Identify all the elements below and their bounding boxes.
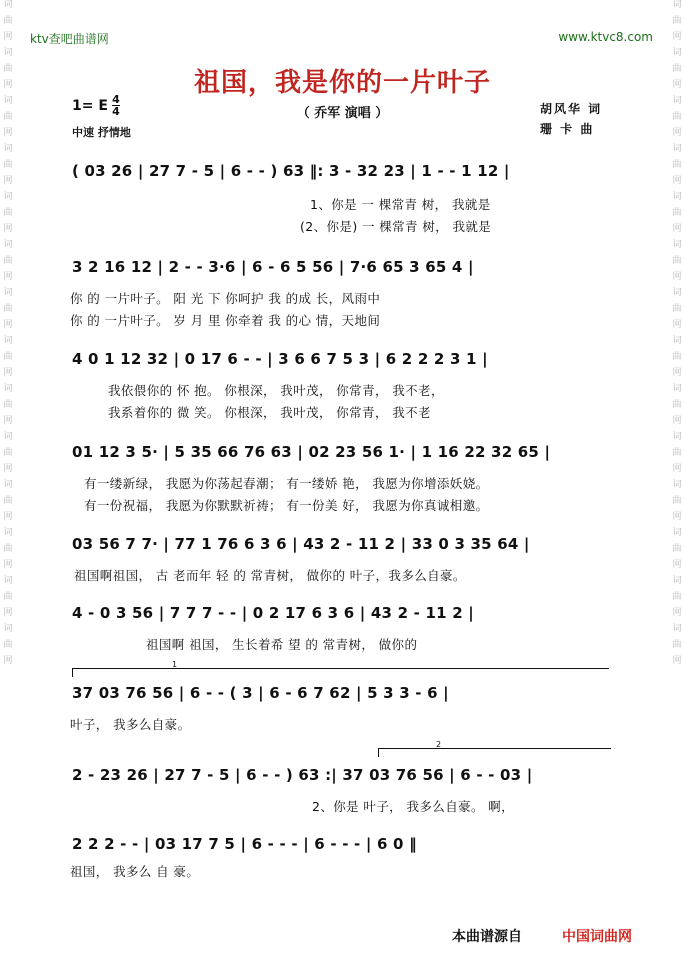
watermark-right <box>671 0 683 972</box>
watermark-glyph: 曲 <box>672 256 682 266</box>
score-line-6-lyric-1: 祖国啊 祖国， 生长着希 望 的 常青树， 做你的 <box>146 637 418 652</box>
watermark-glyph: 网 <box>3 128 13 138</box>
score-line-2-notes: 3 2 16 12 | 2 - - 3·6 | 6 - 6 5 56 | 7·6 65 3 65 4 | <box>72 258 474 276</box>
watermark-glyph: 曲 <box>3 112 13 122</box>
watermark-glyph: 网 <box>672 224 682 234</box>
score-line-8-lyric-1: 2、你是 叶子， 我多么自豪。 啊， <box>312 799 515 814</box>
watermark-glyph: 词 <box>3 192 13 202</box>
time-signature-top: 4 <box>112 93 120 106</box>
watermark-glyph: 曲 <box>3 448 13 458</box>
watermark-glyph: 词 <box>3 432 13 442</box>
source-label: 本曲谱源自 <box>452 929 522 945</box>
watermark-glyph: 曲 <box>672 304 682 314</box>
score-line-3-lyric-2: 我系着你的 微 笑。 你根深， 我叶茂， 你常青， 我不老 <box>108 405 431 420</box>
watermark-glyph: 词 <box>3 336 13 346</box>
tempo-marking: 中速 抒情地 <box>72 126 131 139</box>
watermark-glyph: 网 <box>672 656 682 666</box>
watermark-glyph: 网 <box>672 80 682 90</box>
watermark-glyph: 曲 <box>3 208 13 218</box>
watermark-glyph: 曲 <box>672 112 682 122</box>
watermark-glyph: 曲 <box>672 496 682 506</box>
watermark-glyph: 词 <box>672 336 682 346</box>
watermark-glyph: 词 <box>672 192 682 202</box>
score-line-2-lyric-2: 你 的 一片叶子。 岁 月 里 你牵着 我 的心 情，天地间 <box>70 313 381 328</box>
watermark-glyph: 网 <box>672 368 682 378</box>
watermark-glyph: 曲 <box>672 352 682 362</box>
score-line-4-notes: 01 12 3 5· | 5 35 66 76 63 | 02 23 56 1· | 1 16 22 32 65 | <box>72 443 551 461</box>
watermark-glyph: 网 <box>3 512 13 522</box>
source-brand-link[interactable]: 中国词曲网 <box>562 929 632 945</box>
watermark-glyph: 网 <box>3 224 13 234</box>
watermark-glyph: 曲 <box>3 592 13 602</box>
watermark-glyph: 词 <box>672 96 682 106</box>
score-line-5-notes: 03 56 7 7· | 77 1 76 6 3 6 | 43 2 - 11 2 | 33 0 3 35 64 | <box>72 535 530 553</box>
score-line-4-lyric-2: 有一份祝福， 我愿为你默默祈祷； 有一份美 好， 我愿为你真诚相邀。 <box>84 498 489 513</box>
watermark-glyph: 网 <box>3 320 13 330</box>
watermark-glyph: 词 <box>3 96 13 106</box>
watermark-glyph: 网 <box>3 32 13 42</box>
watermark-glyph: 词 <box>672 576 682 586</box>
score-line-1-lyric-1: 1、你是 一 棵常青 树， 我就是 <box>310 197 491 212</box>
watermark-glyph: 词 <box>672 144 682 154</box>
watermark-glyph: 网 <box>672 512 682 522</box>
watermark-glyph: 词 <box>3 384 13 394</box>
score-line-8-notes: 2 - 23 26 | 27 7 - 5 | 6 - - ) 63 :| 37 03 76 56 | 6 - - 03 | <box>72 766 533 784</box>
watermark-glyph: 网 <box>3 560 13 570</box>
watermark-glyph: 网 <box>672 320 682 330</box>
volta-number-2: 2 <box>436 740 442 749</box>
volta-bracket-1 <box>72 668 609 677</box>
watermark-left <box>2 0 14 972</box>
watermark-glyph: 网 <box>3 656 13 666</box>
watermark-glyph: 词 <box>672 432 682 442</box>
watermark-glyph: 词 <box>672 0 682 10</box>
score-line-7-lyric-1: 叶子， 我多么自豪。 <box>70 717 191 732</box>
watermark-glyph: 网 <box>3 464 13 474</box>
volta-bracket-2 <box>378 748 611 757</box>
watermark-glyph: 网 <box>3 272 13 282</box>
watermark-glyph: 词 <box>3 480 13 490</box>
watermark-glyph: 网 <box>672 416 682 426</box>
score-line-1-lyric-2: (2、你是) 一 棵常青 树， 我就是 <box>300 219 492 234</box>
watermark-glyph: 词 <box>672 288 682 298</box>
watermark-glyph: 曲 <box>672 592 682 602</box>
watermark-glyph: 曲 <box>3 304 13 314</box>
site-name-left[interactable]: ktv查吧曲谱网 <box>30 32 109 46</box>
score-line-1-notes: ( 03 26 | 27 7 - 5 | 6 - - ) 63 ‖: 3 - 32 23 | 1 - - 1 12 | <box>72 162 510 180</box>
singer-credit: （ 乔军 演唱 ） <box>296 106 389 121</box>
watermark-glyph: 网 <box>672 32 682 42</box>
watermark-glyph: 曲 <box>672 64 682 74</box>
watermark-glyph: 曲 <box>672 640 682 650</box>
site-url-right[interactable]: www.ktvc8.com <box>558 30 653 44</box>
watermark-glyph: 词 <box>3 624 13 634</box>
watermark-glyph: 网 <box>672 608 682 618</box>
score-line-4-lyric-1: 有一缕新绿， 我愿为你荡起春潮； 有一缕娇 艳， 我愿为你增添妖娆。 <box>84 476 489 491</box>
watermark-glyph: 曲 <box>3 160 13 170</box>
volta-number-1: 1 <box>172 660 178 669</box>
watermark-glyph: 曲 <box>672 448 682 458</box>
watermark-glyph: 曲 <box>3 496 13 506</box>
watermark-glyph: 网 <box>672 560 682 570</box>
watermark-glyph: 曲 <box>3 400 13 410</box>
watermark-glyph: 网 <box>3 608 13 618</box>
watermark-glyph: 网 <box>3 368 13 378</box>
watermark-glyph: 曲 <box>672 160 682 170</box>
watermark-glyph: 曲 <box>3 256 13 266</box>
score-line-9-lyric-1: 祖国， 我多么 自 豪。 <box>70 864 200 879</box>
score-line-3-notes: 4 0 1 12 32 | 0 17 6 - - | 3 6 6 7 5 3 | 6 2 2 2 3 1 | <box>72 350 488 368</box>
score-line-7-notes: 37 03 76 56 | 6 - - ( 3 | 6 - 6 7 62 | 5 3 3 - 6 | <box>72 684 449 702</box>
score-line-9-notes: 2 2 2 - - | 03 17 7 5 | 6 - - - | 6 - - - | 6 0 ‖ <box>72 835 417 853</box>
score-line-3-lyric-1: 我依偎你的 怀 抱。 你根深， 我叶茂， 你常青， 我不老， <box>108 383 444 398</box>
watermark-glyph: 网 <box>3 416 13 426</box>
watermark-glyph: 词 <box>672 240 682 250</box>
watermark-glyph: 词 <box>3 0 13 10</box>
watermark-glyph: 曲 <box>3 544 13 554</box>
watermark-glyph: 词 <box>672 528 682 538</box>
watermark-glyph: 曲 <box>672 208 682 218</box>
watermark-glyph: 曲 <box>3 64 13 74</box>
score-line-6-notes: 4 - 0 3 56 | 7 7 7 - - | 0 2 17 6 3 6 | 43 2 - 11 2 | <box>72 604 474 622</box>
key-signature: 1= E <box>72 98 108 114</box>
watermark-glyph: 词 <box>3 528 13 538</box>
watermark-glyph: 网 <box>672 176 682 186</box>
watermark-glyph: 曲 <box>672 544 682 554</box>
watermark-glyph: 词 <box>3 48 13 58</box>
watermark-glyph: 网 <box>3 80 13 90</box>
watermark-glyph: 曲 <box>672 400 682 410</box>
watermark-glyph: 词 <box>3 576 13 586</box>
watermark-glyph: 词 <box>672 48 682 58</box>
watermark-glyph: 词 <box>3 144 13 154</box>
score-line-2-lyric-1: 你 的 一片叶子。 阳 光 下 你呵护 我 的成 长，风雨中 <box>70 291 381 306</box>
watermark-glyph: 词 <box>3 240 13 250</box>
lyricist-credit: 胡风华 词 <box>540 102 603 116</box>
watermark-glyph: 网 <box>672 128 682 138</box>
watermark-glyph: 网 <box>3 176 13 186</box>
composer-credit: 珊 卡 曲 <box>540 122 595 136</box>
watermark-glyph: 曲 <box>672 16 682 26</box>
watermark-glyph: 曲 <box>3 640 13 650</box>
watermark-glyph: 网 <box>672 464 682 474</box>
score-line-5-lyric-1: 祖国啊祖国， 古 老而年 轻 的 常青树， 做你的 叶子，我多么自豪。 <box>74 568 466 583</box>
watermark-glyph: 词 <box>3 288 13 298</box>
time-signature <box>112 94 120 117</box>
watermark-glyph: 词 <box>672 480 682 490</box>
song-title: 祖国，我是你的一片叶子 <box>193 68 491 98</box>
watermark-glyph: 曲 <box>3 352 13 362</box>
watermark-glyph: 曲 <box>3 16 13 26</box>
watermark-glyph: 词 <box>672 624 682 634</box>
watermark-glyph: 词 <box>672 384 682 394</box>
time-signature-bottom: 4 <box>112 105 120 118</box>
watermark-glyph: 网 <box>672 272 682 282</box>
